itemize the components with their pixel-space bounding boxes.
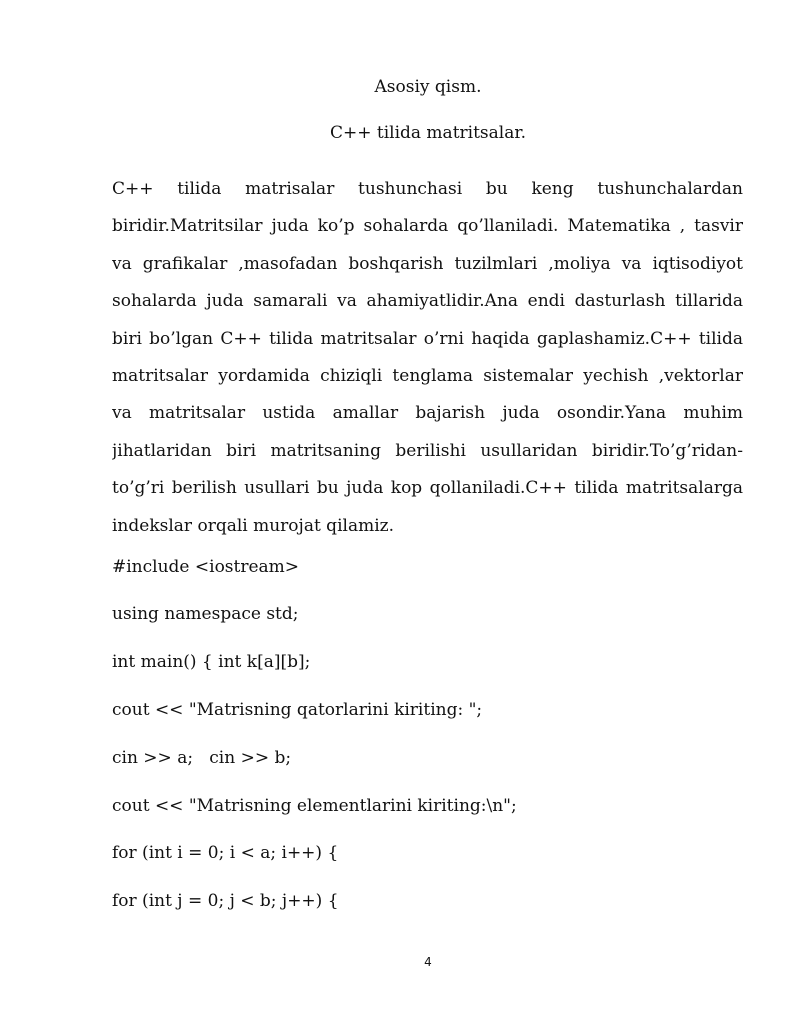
paragraph-line: jihatlaridan biri matritsaning berilishi usullaridan biridir.To’g’ridan-	[112, 440, 743, 461]
paragraph-line: indekslar orqali murojat qilamiz.	[112, 515, 394, 536]
code-line: cout << "Matrisning elementlarini kiriting:\n";	[112, 796, 517, 816]
code-line: for (int j = 0; j < b; j++) {	[112, 891, 339, 911]
section-title: Asosiy qism.	[374, 77, 482, 97]
page-number: 4	[424, 955, 432, 969]
paragraph-line: biri bo’lgan C++ tilida matritsalar o’rni haqida gaplashamiz.C++ tilida	[112, 328, 743, 349]
paragraph-line: va grafikalar ,masofadan boshqarish tuzilmlari ,moliya va iqtisodiyot	[112, 253, 743, 274]
code-line: for (int i = 0; i < a; i++) {	[112, 843, 339, 863]
paragraph-line: matritsalar yordamida chiziqli tenglama sistemalar yechish ,vektorlar	[112, 366, 743, 387]
paragraph-line: va matritsalar ustida amallar bajarish juda osondir.Yana muhim	[112, 403, 743, 424]
code-line: cin >> a; cin >> b;	[112, 748, 292, 768]
paragraph-line: biridir.Matritsilar juda ko’p sohalarda qo’llaniladi. Matematika , tasvir	[112, 216, 743, 237]
code-line: #include <iostream>	[112, 557, 300, 577]
section-subtitle: C++ tilida matritsalar.	[329, 123, 527, 143]
code-line: using namespace std;	[112, 604, 299, 624]
code-line: cout << "Matrisning qatorlarini kiriting: ";	[112, 700, 483, 720]
paragraph-line: C++ tilida matrisalar tushunchasi bu keng tushunchalardan	[112, 179, 743, 199]
paragraph-line: to’g’ri berilish usullari bu juda kop qollaniladi.C++ tilida matritsalarga	[112, 478, 743, 499]
body-paragraph	[112, 171, 743, 545]
code-line: int main() { int k[a][b];	[112, 652, 311, 672]
paragraph-line: sohalarda juda samarali va ahamiyatlidir.Ana endi dasturlash tillarida	[112, 291, 743, 312]
